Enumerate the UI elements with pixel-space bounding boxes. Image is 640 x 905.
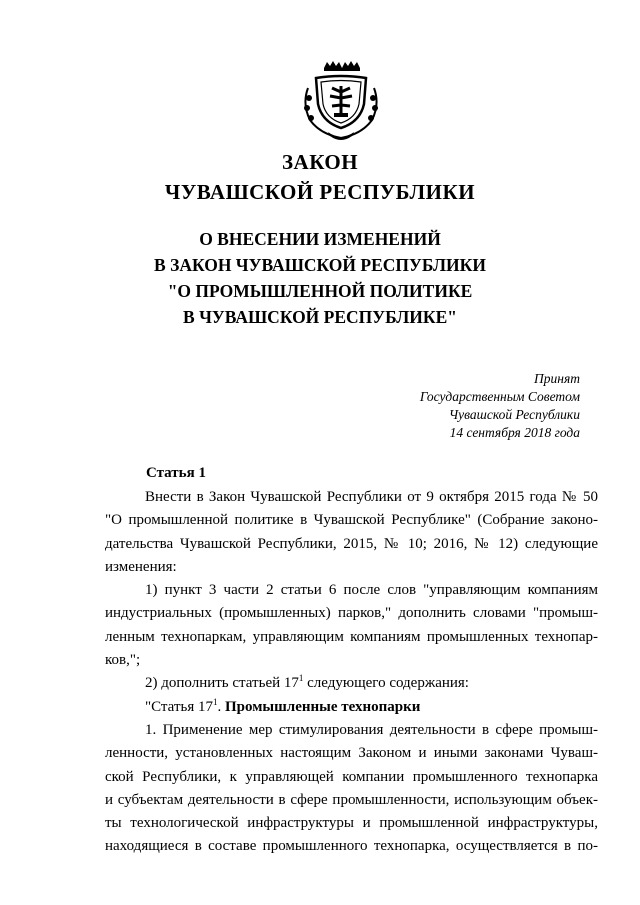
text-line: индустриальных (промышленных) парков," дополнить словами "промыш- (105, 605, 598, 622)
subtitle-line: О ВНЕСЕНИИ ИЗМЕНЕНИЙ (199, 229, 441, 249)
text-line: Внести в Закон Чувашской Республики от 9 октября 2015 года № 50 (145, 489, 598, 505)
text-segment: 2) дополнить статьей 17 (145, 675, 299, 692)
subtitle-line: В ЧУВАШСКОЙ РЕСПУБЛИКЕ" (183, 307, 457, 327)
subtitle-line: В ЗАКОН ЧУВАШСКОЙ РЕСПУБЛИКИ (154, 255, 486, 275)
text-line: ков,"; (105, 652, 141, 669)
adoption-line: Чувашской Республики (448, 407, 580, 422)
adoption-line: Государственным Советом (419, 389, 580, 404)
text-line: "О промышленной политике в Чувашской Республике" (Собрание законо- (105, 512, 598, 529)
law-title-line-1: ЗАКОН (281, 150, 359, 174)
text-line: изменения: (105, 558, 177, 575)
law-subtitle (0, 226, 640, 330)
law-title-line-2: ЧУВАШСКОЙ РЕСПУБЛИКИ (164, 180, 476, 204)
text-line: и субъектам деятельности в сфере промышленности, использующим объек- (105, 791, 598, 808)
text-line: ской Республики, к управляющей компании промышленного технопарка (105, 768, 598, 785)
adoption-line: 14 сентября 2018 года (449, 425, 580, 440)
adoption-note (420, 370, 580, 442)
text-segment: "Статья 17 (145, 698, 213, 715)
text-line: 1) пункт 3 части 2 статьи 6 после слов "управляющим компаниям (145, 582, 598, 599)
superscript: 1 (298, 673, 304, 684)
article-body (105, 486, 598, 859)
article-17-1-title: Промышленные технопарки (224, 698, 421, 715)
coat-of-arms-icon (298, 58, 384, 144)
text-line: ленности, установленных настоящим Законом и иными законами Чуваш- (105, 745, 598, 762)
text-line (105, 696, 598, 719)
text-line: ты технологической инфраструктуры и промышленной инфраструктуры, (105, 815, 598, 832)
text-line: дательства Чувашской Республики, 2015, № 10; 2016, № 12) следующие (105, 535, 598, 552)
subtitle-line: "О ПРОМЫШЛЕННОЙ ПОЛИТИКЕ (167, 281, 473, 301)
text-segment: . (217, 698, 225, 715)
text-line: ленным технопаркам, управляющим компаниям промышленных технопар- (105, 628, 598, 645)
text-segment: следующего содержания: (303, 675, 469, 692)
superscript: 1 (212, 696, 218, 707)
article-heading: Статья 1 (146, 465, 206, 481)
text-line: 1. Применение мер стимулирования деятельности в сфере промыш- (145, 721, 598, 738)
text-line (105, 672, 598, 695)
text-line: находящиеся в составе промышленного технопарка, осуществляется в по- (105, 838, 598, 855)
adoption-line: Принят (534, 371, 580, 386)
